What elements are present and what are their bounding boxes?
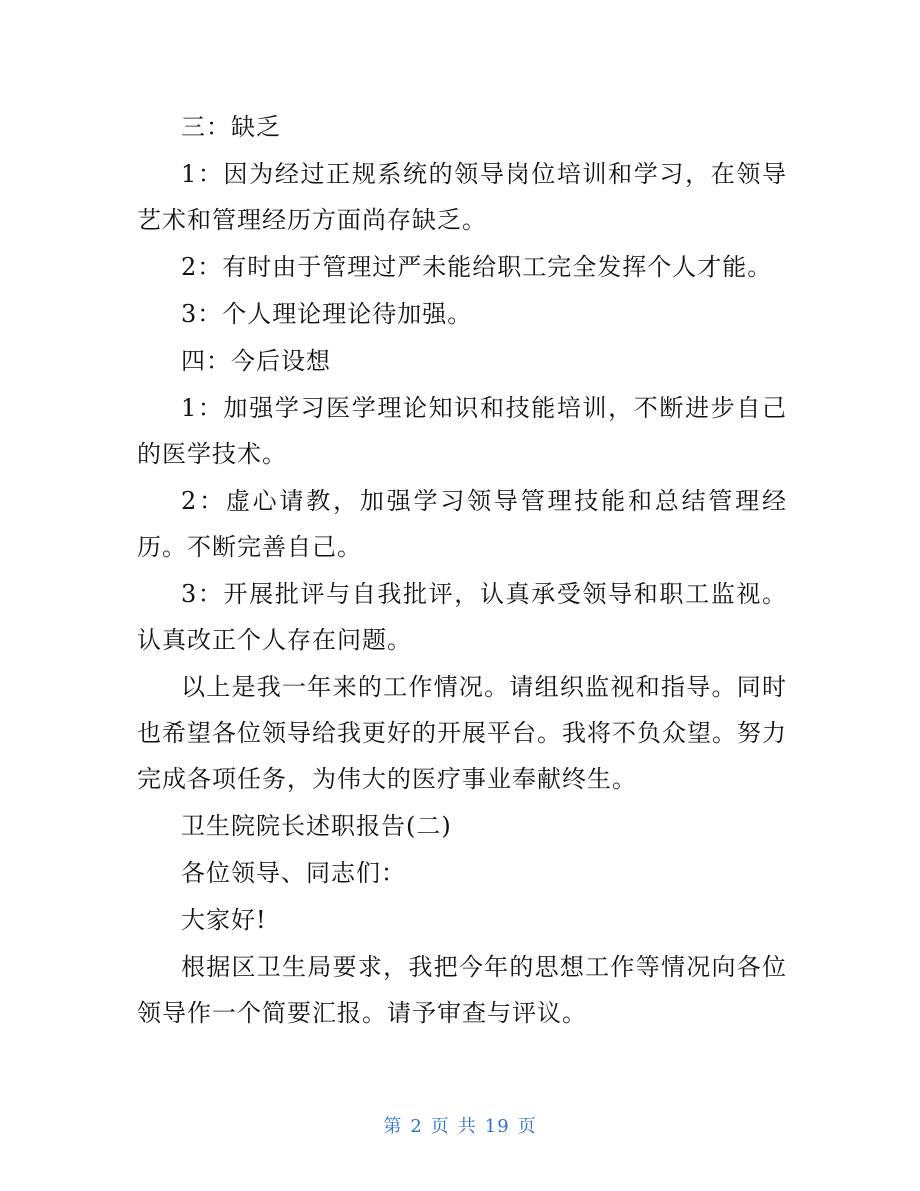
paragraph: 1：加强学习医学理论知识和技能培训，不断进步自己的医学技术。	[137, 394, 787, 468]
paragraph: 3：开展批评与自我批评，认真承受领导和职工监视。认真改正个人存在问题。	[137, 580, 787, 654]
paragraph: 根据区卫生局要求，我把今年的思想工作等情况向各位领导作一个简要汇报。请予审查与评议。	[137, 953, 787, 1027]
page-footer	[0, 1112, 920, 1138]
paragraph: 3：个人理论理论待加强。	[181, 300, 473, 328]
current-page-number: 2	[410, 1116, 423, 1137]
section-heading: 卫生院院长述职报告(二)	[181, 812, 452, 840]
total-pages-number: 19	[484, 1116, 510, 1137]
footer-label-total: 共	[457, 1116, 477, 1137]
paragraph: 1：因为经过正规系统的领导岗位培训和学习，在领导艺术和管理经历方面尚存缺乏。	[137, 160, 787, 234]
paragraph: 2：有时由于管理过严未能给职工完全发挥个人才能。	[181, 253, 773, 281]
document-body	[137, 104, 787, 1037]
paragraph: 四：今后设想	[181, 347, 331, 375]
paragraph: 以上是我一年来的工作情况。请组织监视和指导。同时也希望各位领导给我更好的开展平台。我将不负众望。努力完成各项任务，为伟大的医疗事业奉献终生。	[137, 673, 787, 793]
salutation: 各位领导、同志们：	[181, 859, 406, 887]
paragraph: 三：缺乏	[181, 113, 281, 141]
greeting: 大家好!	[181, 906, 267, 934]
footer-label-page: 第	[383, 1116, 403, 1137]
footer-label-ye: 页	[430, 1116, 450, 1137]
paragraph: 2：虚心请教，加强学习领导管理技能和总结管理经历。不断完善自己。	[137, 487, 787, 561]
footer-label-ye: 页	[517, 1116, 537, 1137]
